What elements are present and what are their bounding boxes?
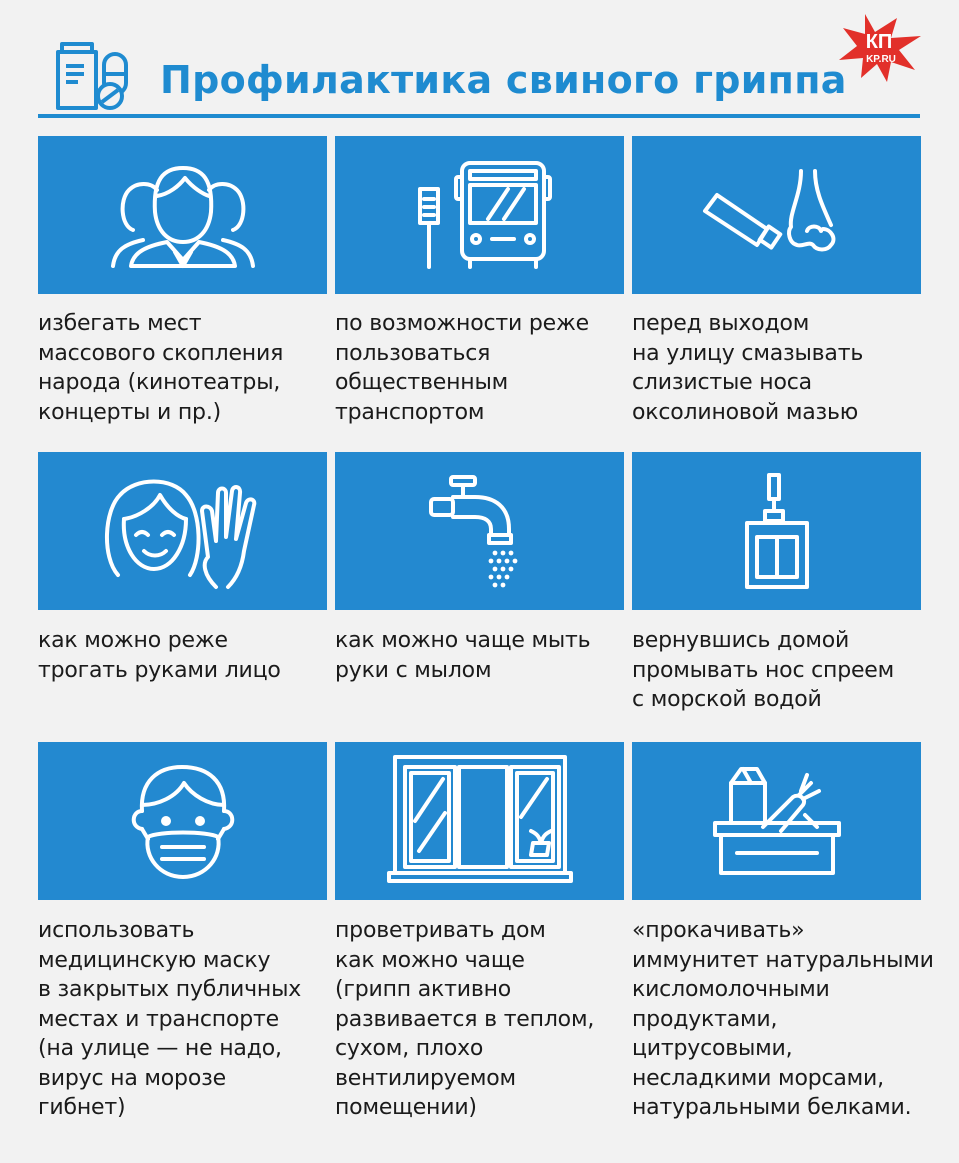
caption-line: продуктами, <box>632 1006 778 1032</box>
tip-caption-9 <box>632 916 932 1123</box>
tile-crowd <box>38 136 327 294</box>
caption-line: по возможности реже <box>335 311 589 336</box>
window-icon <box>385 751 575 891</box>
header <box>0 0 959 125</box>
caption-line: вернувшись домой <box>632 628 850 653</box>
caption-line: народа (кинотеатры, <box>38 370 281 395</box>
caption-line: оксолиновой мазью <box>632 399 859 425</box>
face-mask-icon <box>118 761 248 881</box>
caption-line: медицинскую маску <box>38 947 271 973</box>
caption-line: использовать <box>38 918 195 943</box>
ointment-nose-icon <box>697 165 857 265</box>
caption-line: вирус на морозе <box>38 1065 226 1091</box>
caption-line: промывать нос спреем <box>632 657 895 683</box>
tile-bus <box>335 136 624 294</box>
caption-line: перед выходом <box>632 311 810 336</box>
caption-line: в закрытых публичных <box>38 977 302 1002</box>
caption-line: транспортом <box>335 399 485 425</box>
caption-line: пользоваться <box>335 340 491 366</box>
title-underline <box>38 114 920 118</box>
nasal-spray-icon <box>737 471 817 591</box>
caption-line: как можно реже <box>38 628 228 653</box>
tile-face-hand <box>38 452 327 610</box>
caption-line: общественным <box>335 370 509 395</box>
medicine-jar-icon <box>52 40 142 112</box>
caption-line: помещении) <box>335 1095 477 1120</box>
faucet-icon <box>425 471 535 591</box>
bus-icon <box>400 159 560 271</box>
caption-line: цитрусовыми, <box>632 1036 793 1061</box>
tip-caption-1 <box>38 309 338 427</box>
caption-line: руки с мылом <box>335 657 492 683</box>
tip-caption-2 <box>335 309 635 427</box>
tile-ointment-nose <box>632 136 921 294</box>
caption-line: развивается в теплом, <box>335 1006 595 1032</box>
caption-line: (на улице — не надо, <box>38 1036 282 1061</box>
caption-line: с морской водой <box>632 687 822 712</box>
tip-caption-4 <box>38 626 338 685</box>
groceries-icon <box>707 761 847 881</box>
tile-faucet <box>335 452 624 610</box>
tip-caption-6 <box>632 626 932 715</box>
tile-face-mask <box>38 742 327 900</box>
tile-nasal-spray <box>632 452 921 610</box>
page-title: Профилактика свиного гриппа <box>160 58 847 102</box>
caption-line: проветривать дом <box>335 918 546 943</box>
caption-line: местах и транспорте <box>38 1006 279 1032</box>
caption-line: как можно чаще мыть <box>335 628 591 653</box>
tip-caption-3 <box>632 309 932 427</box>
caption-line: массового скопления <box>38 340 284 366</box>
logo-subtext: KP.RU <box>866 54 896 65</box>
caption-line: на улицу смазывать <box>632 340 864 366</box>
caption-line: вентилируемом <box>335 1065 516 1091</box>
caption-line: как можно чаще <box>335 947 525 973</box>
tile-groceries <box>632 742 921 900</box>
caption-line: сухом, плохо <box>335 1036 484 1061</box>
kp-logo <box>835 12 925 84</box>
caption-line: гибнет) <box>38 1095 126 1120</box>
caption-line: концерты и пр.) <box>38 399 222 425</box>
logo-text: КП <box>865 31 893 53</box>
tile-window <box>335 742 624 900</box>
caption-line: кисломолочными <box>632 977 830 1002</box>
caption-line: «прокачивать» <box>632 918 805 943</box>
face-hand-icon <box>98 471 268 591</box>
tip-caption-5 <box>335 626 635 685</box>
caption-line: (грипп активно <box>335 977 512 1002</box>
crowd-icon <box>103 160 263 270</box>
caption-line: избегать мест <box>38 311 202 336</box>
caption-line: несладкими морсами, <box>632 1065 884 1091</box>
caption-line: иммунитет натуральными <box>632 947 934 973</box>
tip-caption-7 <box>38 916 338 1123</box>
caption-line: натуральными белками. <box>632 1095 912 1120</box>
caption-line: слизистые носа <box>632 370 812 395</box>
caption-line: трогать руками лицо <box>38 657 281 683</box>
tip-caption-8 <box>335 916 635 1123</box>
